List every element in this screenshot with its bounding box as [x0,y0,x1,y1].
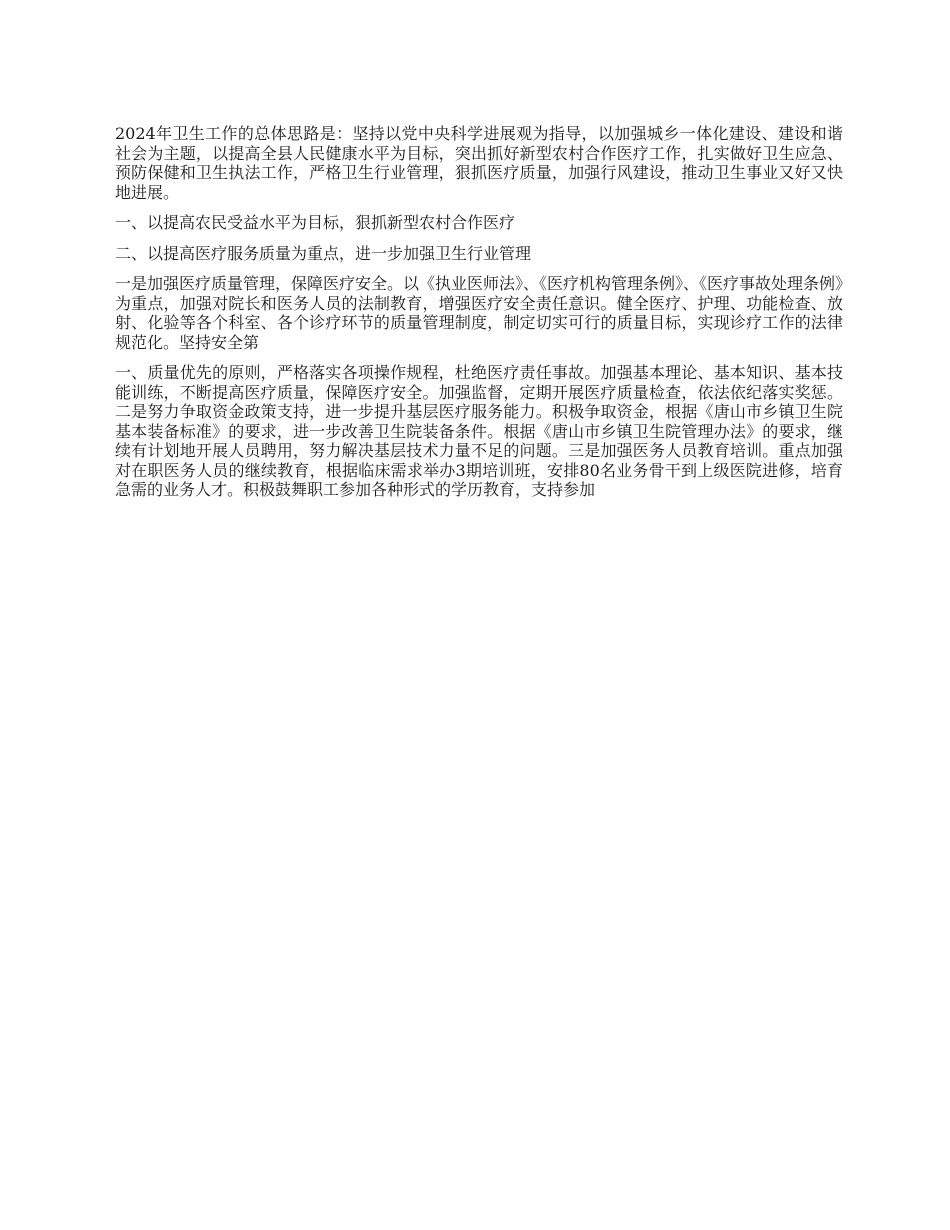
paragraph-quality-first: 一、质量优先的原则，严格落实各项操作规程，杜绝医疗责任事故。加强基本理论、基本知识、基本技能训练，不断提高医疗质量，保障医疗安全。加强监督，定期开展医疗质量检查，依法依纪落实奖惩。二是努力争取资金政策支持，进一步提升基层医疗服务能力。积极争取资金，根据《唐山市乡镇卫生院基本装备标准》的要求，进一步改善卫生院装备条件。根据《唐山市乡镇卫生院管理办法》的要求，继续有计划地开展人员聘用，努力解决基层技术力量不足的问题。三是加强医务人员教育培训。重点加强对在职医务人员的继续教育，根据临床需求举办3期培训班，安排80名业务骨干到上级医院进修，培育急需的业务人才。积极鼓舞职工参加各种形式的学历教育，支持参加 [115,363,843,499]
paragraph-overview: 2024年卫生工作的总体思路是：坚持以党中央科学进展观为指导，以加强城乡一体化建设、建设和谐社会为主题，以提高全县人民健康水平为目标，突出抓好新型农村合作医疗工作，扎实做好卫生应急、预防保健和卫生执法工作，严格卫生行业管理，狠抓医疗质量，加强行风建设，推动卫生事业又好又快地进展。 [115,124,843,202]
section-heading-1: 一、以提高农民受益水平为目标，狠抓新型农村合作医疗 [115,213,516,232]
document-body [115,124,843,511]
section-heading-2: 二、以提高医疗服务质量为重点，进一步加强卫生行业管理 [115,243,532,263]
paragraph-quality-management: 一是加强医疗质量管理，保障医疗安全。以《执业医师法》、《医疗机构管理条例》、《医疗事故处理条例》为重点，加强对院长和医务人员的法制教育，增强医疗安全责任意识。健全医疗、护理、功能检查、放射、化验等各个科室、各个诊疗环节的质量管理制度，制定切实可行的质量目标，实现诊疗工作的法律规范化。坚持安全第 [115,274,844,352]
